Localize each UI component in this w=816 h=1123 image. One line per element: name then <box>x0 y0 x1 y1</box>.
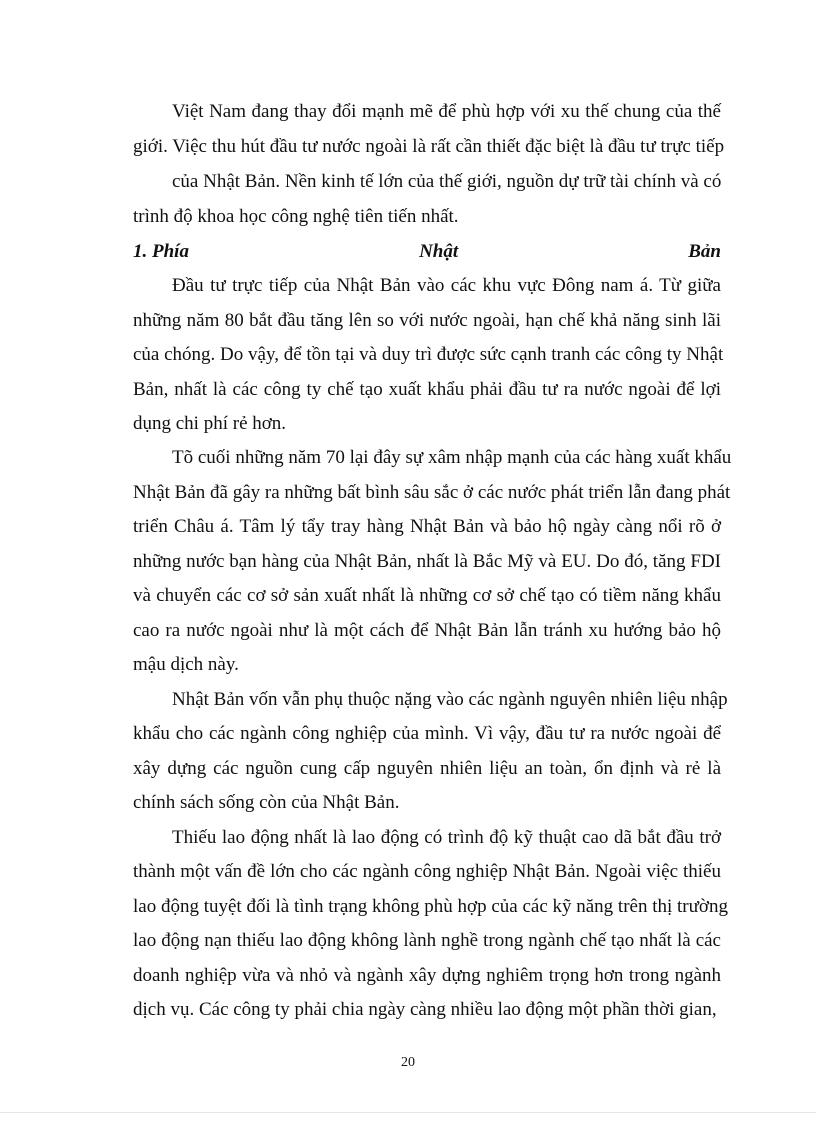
heading-part: 1. Phía <box>133 241 189 262</box>
text-line: của Nhật Bản. Nền kinh tế lớn của thế giới, nguồn dự trữ tài chính và có <box>172 171 722 192</box>
text-line: chính sách sống còn của Nhật Bản. <box>133 792 400 813</box>
heading-part: Bản <box>688 241 721 262</box>
text-line: khẩu cho các ngành công nghiệp của mình. Vì vậy, đầu tư ra nước ngoài để <box>133 723 721 744</box>
text-line: doanh nghiệp vừa và nhỏ và ngành xây dựng nghiêm trọng hơn trong ngành <box>133 965 721 986</box>
text-line: lao động nạn thiếu lao động không lành nghề trong ngành chế tạo nhất là các <box>133 930 721 951</box>
text-line: Nhật Bản đã gây ra những bất bình sâu sắc ở các nước phát triển lẫn đang phát <box>133 482 731 503</box>
page-number: 20 <box>401 1055 415 1070</box>
text-line: dịch vụ. Các công ty phải chia ngày càng nhiều lao động một phần thời gian, <box>133 999 717 1020</box>
text-line: những nước bạn hàng của Nhật Bản, nhất là Bắc Mỹ và EU. Do đó, tăng FDI <box>133 551 721 572</box>
text-line: lao động tuyệt đối là tình trạng không phù hợp của các kỹ năng trên thị trường <box>133 896 728 917</box>
text-line: những năm 80 bắt đầu tăng lên so với nước ngoài, hạn chế khả năng sinh lãi <box>133 310 721 331</box>
text-line: của chóng. Do vậy, để tồn tại và duy trì được sức cạnh tranh các công ty Nhật <box>133 344 724 365</box>
text-line: Nhật Bản vốn vẫn phụ thuộc nặng vào các ngành nguyên nhiên liệu nhập <box>172 689 728 710</box>
text-line: thành một vấn đề lớn cho các ngành công nghiệp Nhật Bản. Ngoài việc thiếu <box>133 861 721 882</box>
section-heading <box>133 240 721 264</box>
text-line: Bản, nhất là các công ty chế tạo xuất khẩu phải đầu tư ra nước ngoài để lợi <box>133 379 721 400</box>
footer-divider <box>0 1112 816 1113</box>
text-line: Thiếu lao động nhất là lao động có trình độ kỹ thuật cao dã bắt đầu trở <box>172 827 721 848</box>
text-line: mậu dịch này. <box>133 654 239 675</box>
text-line: triển Châu á. Tâm lý tẩy tray hàng Nhật Bản và bảo hộ ngày càng nổi rõ ở <box>133 516 721 537</box>
text-line: Tõ cuối những năm 70 lại đây sự xâm nhập mạnh của các hàng xuất khẩu <box>172 447 732 468</box>
text-line: xây dựng các nguồn cung cấp nguyên nhiên liệu an toàn, ổn định và rẻ là <box>133 758 721 779</box>
text-line: cao ra nước ngoài như là một cách để Nhật Bản lẫn tránh xu hướng bảo hộ <box>133 620 721 641</box>
text-line: và chuyển các cơ sở sản xuất nhất là những cơ sở chế tạo có tiềm năng khẩu <box>133 585 721 606</box>
text-line: Đầu tư trực tiếp của Nhật Bản vào các khu vực Đông nam á. Từ giữa <box>172 275 721 296</box>
text-line: trình độ khoa học công nghệ tiên tiến nhất. <box>133 206 459 227</box>
text-line: Việt Nam đang thay đổi mạnh mẽ để phù hợp với xu thế chung của thế <box>172 101 721 122</box>
heading-part: Nhật <box>419 241 459 262</box>
text-line: giới. Việc thu hút đầu tư nước ngoài là rất cần thiết đặc biệt là đầu tư trực tiếp <box>133 136 725 157</box>
text-line: dụng chi phí rẻ hơn. <box>133 413 287 434</box>
